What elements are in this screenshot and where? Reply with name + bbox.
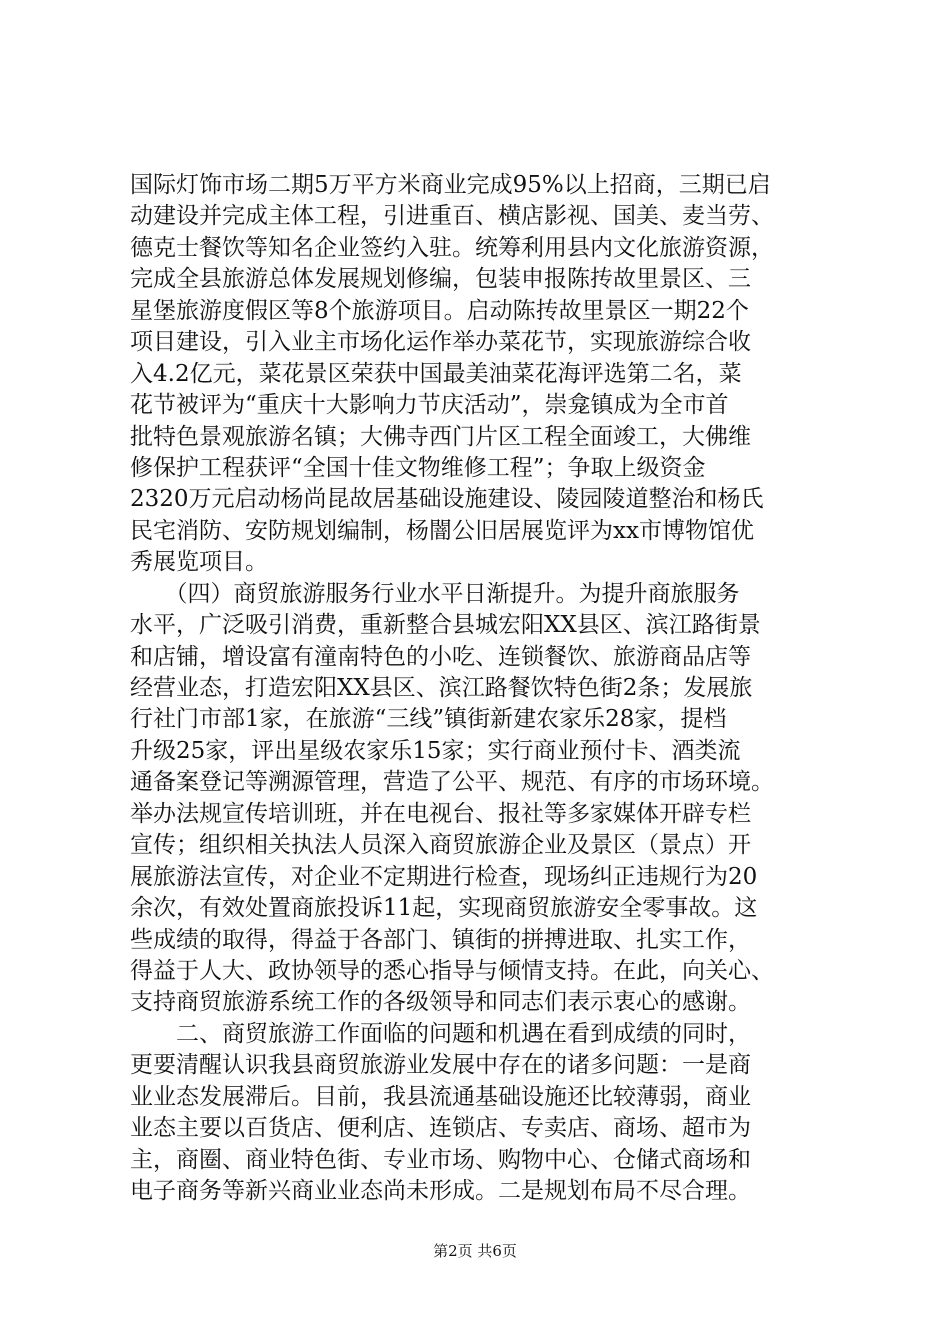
- text-line: 民宅消防、安防规划编制，杨闇公旧居展览评为xx市博物馆优: [130, 517, 754, 544]
- text-line: 修保护工程获评“全国十佳文物维修工程”；争取上级资金: [130, 454, 706, 481]
- text-line: 展旅游法宣传，对企业不定期进行检查，现场纠正违规行为20: [130, 863, 758, 890]
- text-line: 入4.2亿元，菜花景区荣获中国最美油菜花海评选第二名，菜: [130, 360, 742, 387]
- text-line: 完成全县旅游总体发展规划修编，包装申报陈抟故里景区、三: [130, 266, 751, 293]
- text-line: 花节被评为“重庆十大影响力节庆活动”，崇龛镇成为全市首: [130, 392, 729, 419]
- text-line: 秀展览项目。: [130, 549, 268, 576]
- body-text: [130, 170, 830, 1207]
- text-line: 业业态发展滞后。目前，我县流通基础设施还比较薄弱，商业: [130, 1083, 751, 1110]
- text-line: 水平，广泛吸引消费，重新整合县城宏阳XX县区、滨江路街景: [130, 612, 761, 639]
- text-line: 通备案登记等溯源管理，营造了公平、规范、有序的市场环境。: [130, 769, 774, 796]
- text-line: 行社门市部1家，在旅游“三线”镇街新建农家乐28家，提档: [130, 706, 727, 733]
- text-line: 宣传；组织相关执法人员深入商贸旅游企业及景区（景点）开: [130, 832, 751, 859]
- text-line: 些成绩的取得，得益于各部门、镇街的拼搏进取、扎实工作，: [130, 926, 751, 953]
- text-line: 得益于人大、政协领导的悉心指导与倾情支持。在此，向关心、: [130, 957, 774, 984]
- text-line: 支持商贸旅游系统工作的各级领导和同志们表示衷心的感谢。: [130, 989, 751, 1016]
- text-line: 经营业态，打造宏阳XX县区、滨江路餐饮特色街2条；发展旅: [130, 675, 753, 701]
- text-line: 2320万元启动杨尚昆故居基础设施建设、陵园陵道整治和杨氏: [130, 486, 764, 513]
- text-line: 二、商贸旅游工作面临的问题和机遇在看到成绩的同时，: [130, 1020, 751, 1047]
- text-line: （四）商贸旅游服务行业水平日渐提升。为提升商旅服务: [130, 580, 740, 607]
- text-line: 升级25家，评出星级农家乐15家；实行商业预付卡、酒类流: [130, 737, 741, 764]
- page-number-footer: 第2页 共6页: [433, 1242, 517, 1260]
- text-line: 动建设并完成主体工程，引进重百、横店影视、国美、麦当劳、: [130, 203, 774, 230]
- text-line: 主，商圈、商业特色街、专业市场、购物中心、仓储式商场和: [130, 1146, 751, 1173]
- text-line: 和店铺，增设富有潼南特色的小吃、连锁餐饮、旅游商品店等: [130, 643, 751, 670]
- text-line: 项目建设，引入业主市场化运作举办菜花节，实现旅游综合收: [130, 329, 751, 356]
- text-line: 电子商务等新兴商业业态尚未形成。二是规划布局不尽合理。: [130, 1178, 751, 1204]
- text-line: 举办法规宣传培训班，并在电视台、报社等多家媒体开辟专栏: [130, 800, 751, 827]
- text-line: 国际灯饰市场二期5万平方米商业完成95%以上招商，三期已启: [130, 172, 771, 198]
- text-line: 星堡旅游度假区等8个旅游项目。启动陈抟故里景区一期22个: [130, 297, 749, 324]
- text-line: 批特色景观旅游名镇；大佛寺西门片区工程全面竣工，大佛维: [130, 423, 751, 450]
- text-line: 余次，有效处置商旅投诉11起，实现商贸旅游安全零事故。这: [130, 895, 758, 922]
- text-line: 更要清醒认识我县商贸旅游业发展中存在的诸多问题：一是商: [130, 1052, 751, 1079]
- text-line: 德克士餐饮等知名企业签约入驻。统筹利用县内文化旅游资源，: [130, 234, 774, 261]
- text-line: 业态主要以百货店、便利店、连锁店、专卖店、商场、超市为: [130, 1115, 751, 1142]
